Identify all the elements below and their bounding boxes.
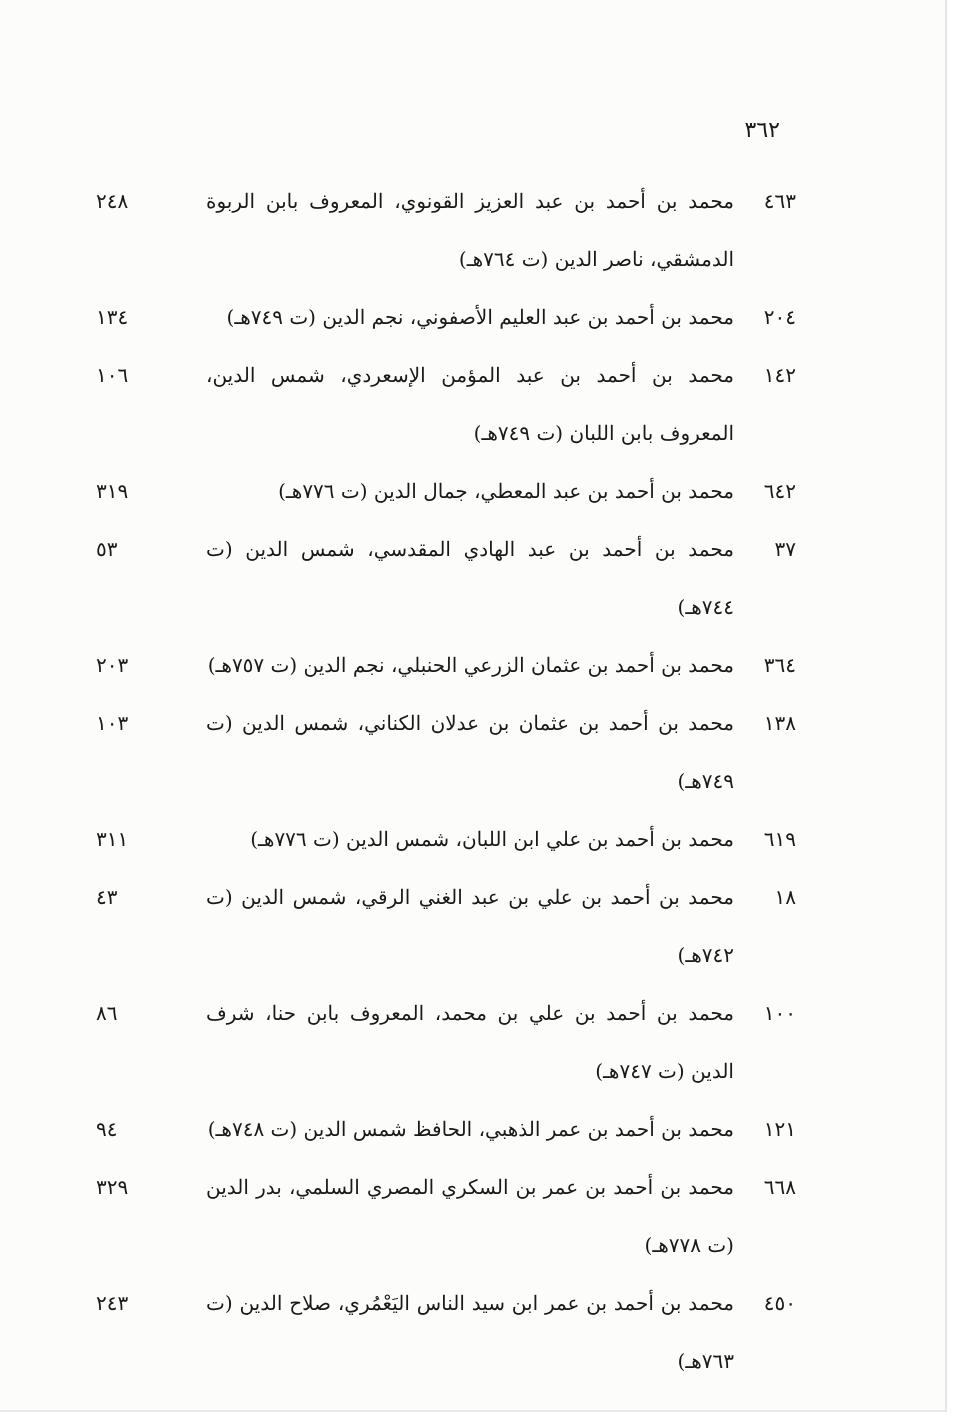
- index-entry: [96, 868, 796, 984]
- entry-page-reference: ٤٣: [96, 885, 118, 909]
- entry-name: محمد بن أحمد بن عثمان بن عدلان الكناني، شمس الدين (ت ٧٤٩هـ): [206, 711, 734, 793]
- entry-name: محمد بن أحمد بن عبد العليم الأصفوني، نجم الدين (ت ٧٤٩هـ): [226, 305, 734, 329]
- entry-page-reference: ٣١٩: [96, 479, 129, 503]
- entry-page-reference: ٣١١: [96, 827, 129, 851]
- index-entry: [96, 636, 796, 694]
- entry-number: ١٢١: [763, 1117, 796, 1141]
- entry-name: محمد بن أحمد بن عمر ابن سيد الناس اليَعْمُري، صلاح الدين (ت ٧٦٣هـ): [206, 1291, 734, 1373]
- entry-page-reference: ٩٤: [96, 1117, 118, 1141]
- entry-name: محمد بن أحمد بن عبد المعطي، جمال الدين (ت ٧٧٦هـ): [278, 479, 734, 503]
- biography-index: [96, 172, 796, 1390]
- index-entry: [96, 1274, 796, 1390]
- index-entry: [96, 810, 796, 868]
- entry-page-reference: ١٠٦: [96, 363, 129, 387]
- entry-page-reference: ١٣٤: [96, 305, 129, 329]
- entry-name: محمد بن أحمد بن عمر بن السكري المصري السلمي، بدر الدين (ت ٧٧٨هـ): [206, 1175, 734, 1257]
- entry-number: ٤٥٠: [763, 1291, 796, 1315]
- entry-name: محمد بن أحمد بن علي ابن اللبان، شمس الدين (ت ٧٧٦هـ): [250, 827, 734, 851]
- entry-number: ٤٦٣: [763, 189, 796, 213]
- index-entry: [96, 462, 796, 520]
- page-number: ٣٦٢: [744, 118, 780, 143]
- entry-name: محمد بن أحمد بن عثمان الزرعي الحنبلي، نجم الدين (ت ٧٥٧هـ): [207, 653, 734, 677]
- index-entry: [96, 288, 796, 346]
- entry-number: ٢٠٤: [763, 305, 796, 329]
- entry-number: ١٣٨: [763, 711, 796, 735]
- entry-page-reference: ٣٢٩: [96, 1175, 129, 1199]
- index-entry: [96, 1158, 796, 1274]
- index-entry: [96, 694, 796, 810]
- entry-name: محمد بن أحمد بن علي بن محمد، المعروف بابن حنا، شرف الدين (ت ٧٤٧هـ): [206, 1001, 734, 1083]
- entry-number: ٦٤٢: [763, 479, 796, 503]
- index-entry: [96, 346, 796, 462]
- entry-page-reference: ٢٤٣: [96, 1291, 129, 1315]
- entry-number: ٦١٩: [763, 827, 796, 851]
- entry-number: ٣٧: [774, 537, 796, 561]
- entry-name: محمد بن أحمد بن عبد المؤمن الإسعردي، شمس الدين، المعروف بابن اللبان (ت ٧٤٩هـ): [206, 363, 734, 445]
- index-entry: [96, 520, 796, 636]
- entry-number: ٣٦٤: [763, 653, 796, 677]
- entry-name: محمد بن أحمد بن عبد العزيز القونوي، المعروف بابن الربوة الدمشقي، ناصر الدين (ت ٧٦٤هـ): [206, 189, 734, 271]
- entry-name: محمد بن أحمد بن علي بن عبد الغني الرقي، شمس الدين (ت ٧٤٢هـ): [206, 885, 734, 967]
- entry-page-reference: ٢٠٣: [96, 653, 129, 677]
- entry-page-reference: ١٠٣: [96, 711, 129, 735]
- entry-page-reference: ٨٦: [96, 1001, 118, 1025]
- entry-number: ١٠٠: [763, 1001, 796, 1025]
- index-entry: [96, 1100, 796, 1158]
- entry-page-reference: ٢٤٨: [96, 189, 129, 213]
- entry-name: محمد بن أحمد بن عمر الذهبي، الحافظ شمس الدين (ت ٧٤٨هـ): [207, 1117, 734, 1141]
- entry-name: محمد بن أحمد بن عبد الهادي المقدسي، شمس الدين (ت ٧٤٤هـ): [206, 537, 734, 619]
- index-entry: [96, 172, 796, 288]
- index-entry: [96, 984, 796, 1100]
- entry-number: ٦٦٨: [763, 1175, 796, 1199]
- entry-number: ١٤٢: [763, 363, 796, 387]
- entry-number: ١٨: [774, 885, 796, 909]
- entry-page-reference: ٥٣: [96, 537, 118, 561]
